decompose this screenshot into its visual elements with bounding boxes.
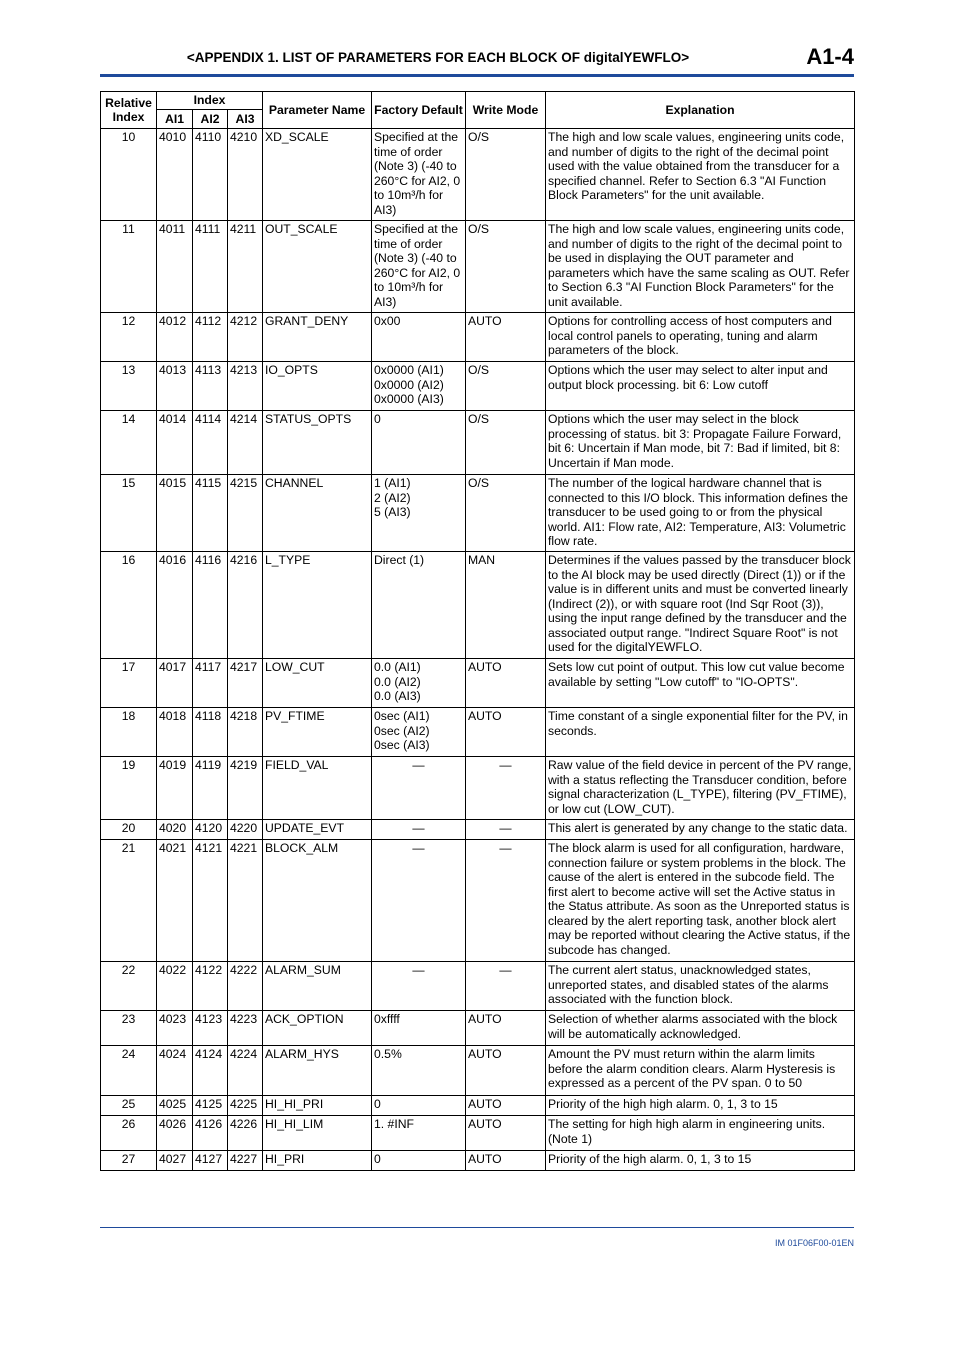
col-relative-index: Relative Index (101, 92, 157, 129)
factory-default-cell: — (372, 840, 466, 962)
explanation-cell: Options which the user may select in the block processing of status. bit 3: Propagate Failure Forward, bit 6: Uncertain if Man mode, bit 7: Bad if limited, bit 8: Uncertain if Man mode. (546, 411, 855, 475)
parameter-name-cell: IO_OPTS (263, 362, 372, 411)
ai3-index-cell: 4219 (228, 757, 263, 820)
ai3-index-cell: 4225 (228, 1096, 263, 1116)
explanation-cell: This alert is generated by any change to the static data. (546, 820, 855, 840)
col-ai1: AI1 (157, 109, 193, 129)
ai3-index-cell: 4220 (228, 820, 263, 840)
ai2-index-cell: 4117 (193, 659, 228, 708)
factory-default-cell: — (372, 962, 466, 1011)
explanation-cell: Priority of the high alarm. 0, 1, 3 to 15 (546, 1151, 855, 1171)
col-index: Index (157, 92, 263, 110)
parameter-name-cell: ALARM_HYS (263, 1046, 372, 1096)
ai2-index-cell: 4122 (193, 962, 228, 1011)
write-mode-cell: — (466, 757, 546, 820)
write-mode-cell: O/S (466, 411, 546, 475)
parameter-rows (101, 129, 855, 1171)
factory-default-cell: — (372, 757, 466, 820)
write-mode-cell: — (466, 962, 546, 1011)
ai1-index-cell: 4024 (157, 1046, 193, 1096)
relative-index-cell: 27 (101, 1151, 157, 1171)
parameter-name-cell: HI_HI_PRI (263, 1096, 372, 1116)
footer-divider (100, 1227, 854, 1228)
factory-default-cell: 0x0000 (AI1) 0x0000 (AI2) 0x0000 (AI3) (372, 362, 466, 411)
parameter-name-cell: BLOCK_ALM (263, 840, 372, 962)
ai3-index-cell: 4210 (228, 129, 263, 221)
ai1-index-cell: 4015 (157, 475, 193, 552)
ai2-index-cell: 4114 (193, 411, 228, 475)
ai2-index-cell: 4120 (193, 820, 228, 840)
relative-index-cell: 23 (101, 1011, 157, 1046)
ai2-index-cell: 4116 (193, 552, 228, 659)
explanation-cell: Options for controlling access of host computers and local control panels to operating, tuning and alarm parameters of the block. (546, 313, 855, 362)
col-factory-default: Factory Default (372, 92, 466, 129)
table-row (101, 820, 855, 840)
ai2-index-cell: 4111 (193, 221, 228, 313)
parameter-name-cell: GRANT_DENY (263, 313, 372, 362)
col-parameter-name: Parameter Name (263, 92, 372, 129)
table-row (101, 659, 855, 708)
table-row (101, 362, 855, 411)
factory-default-cell: 0 (372, 1096, 466, 1116)
parameter-name-cell: XD_SCALE (263, 129, 372, 221)
table-row (101, 411, 855, 475)
ai3-index-cell: 4216 (228, 552, 263, 659)
parameter-name-cell: HI_PRI (263, 1151, 372, 1171)
relative-index-cell: 18 (101, 708, 157, 757)
appendix-title: <APPENDIX 1. LIST OF PARAMETERS FOR EACH BLOCK OF digitalYEWFLO> (186, 50, 690, 65)
write-mode-cell: AUTO (466, 708, 546, 757)
write-mode-cell: AUTO (466, 1151, 546, 1171)
relative-index-cell: 24 (101, 1046, 157, 1096)
write-mode-cell: O/S (466, 362, 546, 411)
write-mode-cell: — (466, 820, 546, 840)
ai3-index-cell: 4212 (228, 313, 263, 362)
ai1-index-cell: 4027 (157, 1151, 193, 1171)
ai1-index-cell: 4019 (157, 757, 193, 820)
ai3-index-cell: 4224 (228, 1046, 263, 1096)
ai1-index-cell: 4022 (157, 962, 193, 1011)
ai1-index-cell: 4016 (157, 552, 193, 659)
col-explanation: Explanation (546, 92, 855, 129)
ai3-index-cell: 4217 (228, 659, 263, 708)
factory-default-cell: 1. #INF (372, 1116, 466, 1151)
factory-default-cell: — (372, 820, 466, 840)
col-ai3: AI3 (228, 109, 263, 129)
ai1-index-cell: 4013 (157, 362, 193, 411)
ai2-index-cell: 4119 (193, 757, 228, 820)
ai2-index-cell: 4123 (193, 1011, 228, 1046)
ai2-index-cell: 4113 (193, 362, 228, 411)
ai2-index-cell: 4118 (193, 708, 228, 757)
document-id: IM 01F06F00-01EN (774, 1238, 854, 1248)
ai3-index-cell: 4227 (228, 1151, 263, 1171)
ai2-index-cell: 4112 (193, 313, 228, 362)
explanation-cell: Raw value of the field device in percent of the PV range, with a status reflecting the Transducer condition, before signal characterization (L_TYPE), filtering (PV_FTIME), or low cut (LOW_CUT). (546, 757, 855, 820)
parameter-name-cell: OUT_SCALE (263, 221, 372, 313)
parameter-name-cell: L_TYPE (263, 552, 372, 659)
ai1-index-cell: 4023 (157, 1011, 193, 1046)
ai3-index-cell: 4213 (228, 362, 263, 411)
write-mode-cell: MAN (466, 552, 546, 659)
factory-default-cell: Specified at the time of order (Note 3) (-40 to 260°C for AI2, 0 to 10m³/h for AI3) (372, 129, 466, 221)
parameter-table (100, 91, 855, 1171)
table-row (101, 708, 855, 757)
ai3-index-cell: 4211 (228, 221, 263, 313)
parameter-name-cell: ACK_OPTION (263, 1011, 372, 1046)
ai1-index-cell: 4025 (157, 1096, 193, 1116)
ai2-index-cell: 4110 (193, 129, 228, 221)
ai1-index-cell: 4011 (157, 221, 193, 313)
write-mode-cell: AUTO (466, 1046, 546, 1096)
relative-index-cell: 17 (101, 659, 157, 708)
ai3-index-cell: 4221 (228, 840, 263, 962)
factory-default-cell: 1 (AI1) 2 (AI2) 5 (AI3) (372, 475, 466, 552)
table-row (101, 475, 855, 552)
table-row (101, 1011, 855, 1046)
ai1-index-cell: 4018 (157, 708, 193, 757)
col-write-mode: Write Mode (466, 92, 546, 129)
write-mode-cell: O/S (466, 475, 546, 552)
table-row (101, 313, 855, 362)
ai3-index-cell: 4226 (228, 1116, 263, 1151)
explanation-cell: The block alarm is used for all configuration, hardware, connection failure or system problems in the block. The cause of the alert is entered in the subcode field. The first alert to become active will set the Active status in the Status attribute. As soon as the Unreported status is cleared by the alert reporting task, another block alert may be reported without clearing the Active status, if the subcode has changed. (546, 840, 855, 962)
parameter-name-cell: UPDATE_EVT (263, 820, 372, 840)
ai1-index-cell: 4020 (157, 820, 193, 840)
ai1-index-cell: 4012 (157, 313, 193, 362)
ai2-index-cell: 4115 (193, 475, 228, 552)
parameter-name-cell: PV_FTIME (263, 708, 372, 757)
write-mode-cell: AUTO (466, 1011, 546, 1046)
write-mode-cell: — (466, 840, 546, 962)
header-divider (100, 74, 854, 77)
relative-index-cell: 19 (101, 757, 157, 820)
relative-index-cell: 11 (101, 221, 157, 313)
col-ai2: AI2 (193, 109, 228, 129)
table-row (101, 1046, 855, 1096)
table-row (101, 1116, 855, 1151)
explanation-cell: The high and low scale values, engineering units code, and number of digits to the right of the decimal point to be used in displaying the OUT parameter and parameters which have the same scaling as OUT. Refer to Section 6.3 "AI Function Block Parameters" for the unit available. (546, 221, 855, 313)
ai1-index-cell: 4014 (157, 411, 193, 475)
explanation-cell: Time constant of a single exponential filter for the PV, in seconds. (546, 708, 855, 757)
explanation-cell: Selection of whether alarms associated with the block will be automatically acknowledged. (546, 1011, 855, 1046)
explanation-cell: Amount the PV must return within the alarm limits before the alarm condition clears. Alarm Hysteresis is expressed as a percent of the PV span. 0 to 50 (546, 1046, 855, 1096)
ai1-index-cell: 4017 (157, 659, 193, 708)
table-row (101, 757, 855, 820)
explanation-cell: Options which the user may select to alter input and output block processing. bit 6: Low cutoff (546, 362, 855, 411)
table-row (101, 1151, 855, 1171)
relative-index-cell: 21 (101, 840, 157, 962)
factory-default-cell: 0sec (AI1) 0sec (AI2) 0sec (AI3) (372, 708, 466, 757)
table-row (101, 840, 855, 962)
ai1-index-cell: 4026 (157, 1116, 193, 1151)
factory-default-cell: Direct (1) (372, 552, 466, 659)
parameter-name-cell: LOW_CUT (263, 659, 372, 708)
explanation-cell: The number of the logical hardware channel that is connected to this I/O block. This information defines the transducer to be used going to or from the physical world. AI1: Flow rate, AI2: Temperature, AI3: Volumetric flow rate. (546, 475, 855, 552)
relative-index-cell: 10 (101, 129, 157, 221)
parameter-name-cell: ALARM_SUM (263, 962, 372, 1011)
explanation-cell: The high and low scale values, engineering units code, and number of digits to the right of the decimal point used with the value obtained from the transducer for a specified channel. Refer to Section 6.3 "AI Function Block Parameters" for the unit available. (546, 129, 855, 221)
table-row (101, 1096, 855, 1116)
relative-index-cell: 13 (101, 362, 157, 411)
ai1-index-cell: 4021 (157, 840, 193, 962)
relative-index-cell: 20 (101, 820, 157, 840)
ai2-index-cell: 4127 (193, 1151, 228, 1171)
ai3-index-cell: 4215 (228, 475, 263, 552)
explanation-cell: The current alert status, unacknowledged states, unreported states, and disabled states of the alarms associated with the function block. (546, 962, 855, 1011)
factory-default-cell: 0x00 (372, 313, 466, 362)
relative-index-cell: 16 (101, 552, 157, 659)
ai2-index-cell: 4124 (193, 1046, 228, 1096)
write-mode-cell: AUTO (466, 313, 546, 362)
write-mode-cell: O/S (466, 129, 546, 221)
ai2-index-cell: 4126 (193, 1116, 228, 1151)
parameter-name-cell: HI_HI_LIM (263, 1116, 372, 1151)
write-mode-cell: O/S (466, 221, 546, 313)
parameter-name-cell: STATUS_OPTS (263, 411, 372, 475)
factory-default-cell: 0 (372, 411, 466, 475)
page-header (100, 44, 854, 74)
explanation-cell: The setting for high high alarm in engineering units. (Note 1) (546, 1116, 855, 1151)
ai3-index-cell: 4218 (228, 708, 263, 757)
ai2-index-cell: 4121 (193, 840, 228, 962)
relative-index-cell: 25 (101, 1096, 157, 1116)
ai2-index-cell: 4125 (193, 1096, 228, 1116)
parameter-name-cell: CHANNEL (263, 475, 372, 552)
factory-default-cell: 0xffff (372, 1011, 466, 1046)
relative-index-cell: 15 (101, 475, 157, 552)
factory-default-cell: 0 (372, 1151, 466, 1171)
explanation-cell: Sets low cut point of output. This low cut value become available by setting "Low cutoff" to "IO-OPTS". (546, 659, 855, 708)
table-row (101, 221, 855, 313)
ai3-index-cell: 4214 (228, 411, 263, 475)
page-number: A1-4 (806, 44, 854, 69)
relative-index-cell: 26 (101, 1116, 157, 1151)
explanation-cell: Priority of the high high alarm. 0, 1, 3 to 15 (546, 1096, 855, 1116)
write-mode-cell: AUTO (466, 1096, 546, 1116)
explanation-cell: Determines if the values passed by the transducer block to the AI block may be used directly (Direct (1)) or if the value is in different units and must be converted linearly (Indirect (2)), or with square root (Ind Sqr Root (3)), using the input range defined by the transducer and the associated output range. "Indirect Square Root" is not used for the digitalYEWFLO. (546, 552, 855, 659)
ai3-index-cell: 4222 (228, 962, 263, 1011)
table-row (101, 552, 855, 659)
ai1-index-cell: 4010 (157, 129, 193, 221)
write-mode-cell: AUTO (466, 659, 546, 708)
parameter-name-cell: FIELD_VAL (263, 757, 372, 820)
table-row (101, 129, 855, 221)
ai3-index-cell: 4223 (228, 1011, 263, 1046)
factory-default-cell: Specified at the time of order (Note 3) (-40 to 260°C for AI2, 0 to 10m³/h for AI3) (372, 221, 466, 313)
relative-index-cell: 14 (101, 411, 157, 475)
relative-index-cell: 12 (101, 313, 157, 362)
relative-index-cell: 22 (101, 962, 157, 1011)
write-mode-cell: AUTO (466, 1116, 546, 1151)
factory-default-cell: 0.5% (372, 1046, 466, 1096)
factory-default-cell: 0.0 (AI1) 0.0 (AI2) 0.0 (AI3) (372, 659, 466, 708)
table-row (101, 962, 855, 1011)
